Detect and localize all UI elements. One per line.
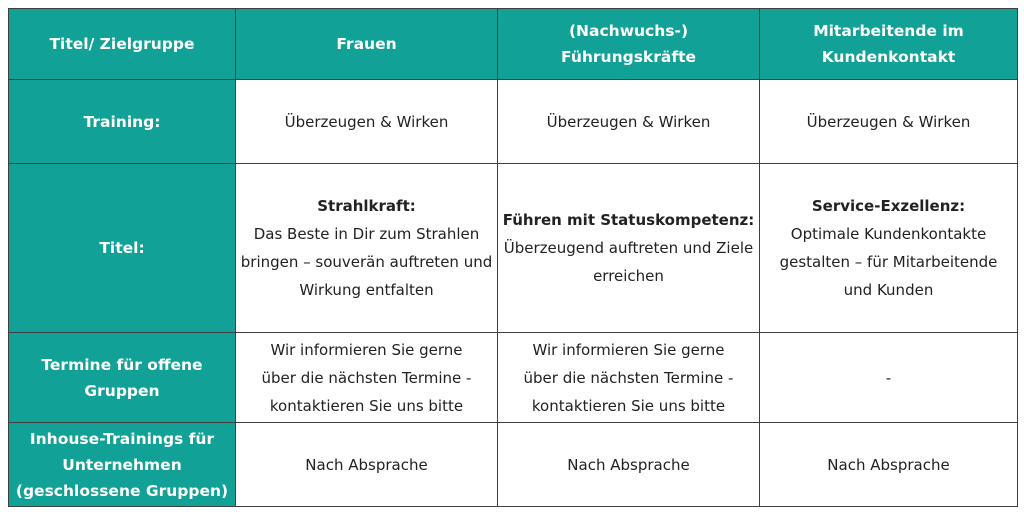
header-cell-titel-zielgruppe — [9, 9, 236, 80]
cell-training-frauen — [236, 80, 498, 164]
table-row-training — [9, 80, 1018, 164]
header-label-line: Mitarbeitende im — [813, 22, 964, 40]
cell-text-line: Wirkung entfalten — [299, 281, 434, 299]
row-label-text: Titel: — [99, 239, 145, 257]
cell-text: Nach Absprache — [305, 455, 428, 474]
header-cell-fuehrungskraefte — [498, 9, 760, 80]
cell-text-line: bringen – souverän auftreten und — [240, 253, 493, 271]
header-label-line: Führungskräfte — [561, 48, 696, 66]
cell-text: - — [885, 368, 892, 387]
cell-title: Strahlkraft: — [317, 197, 416, 215]
header-label: Titel/ Zielgruppe — [49, 35, 195, 53]
row-label-line: (geschlossene Gruppen) — [15, 481, 229, 500]
cell-text-line: Optimale Kundenkontakte — [790, 225, 987, 243]
cell-inhouse-frauen — [236, 423, 498, 507]
cell-title: Führen mit Statuskompetenz: — [502, 211, 755, 229]
cell-termine-mitarbeitende — [760, 333, 1018, 423]
cell-text-line: Wir informieren Sie gerne — [532, 340, 725, 359]
cell-text-line: Das Beste in Dir zum Strahlen — [253, 225, 480, 243]
table-row-titel — [9, 164, 1018, 333]
cell-text-line: über die nächsten Termine - — [523, 368, 734, 387]
header-label-line: Kundenkontakt — [821, 48, 956, 66]
cell-text-line: Überzeugend auftreten und Ziele — [503, 239, 754, 257]
row-label-line: Inhouse-Trainings für — [29, 429, 215, 448]
table-row-inhouse — [9, 423, 1018, 507]
cell-text-line: gestalten – für Mitarbeitende — [779, 253, 998, 271]
cell-text: Nach Absprache — [567, 455, 690, 474]
cell-training-mitarbeitende — [760, 80, 1018, 164]
row-label-line: Gruppen — [84, 381, 160, 400]
cell-text: Überzeugen & Wirken — [806, 112, 971, 131]
cell-text-line: und Kunden — [843, 281, 934, 299]
header-label: Frauen — [336, 35, 397, 53]
cell-inhouse-mitarbeitende — [760, 423, 1018, 507]
header-cell-mitarbeitende — [760, 9, 1018, 80]
row-label-text: Training: — [83, 112, 161, 131]
cell-text: Überzeugen & Wirken — [284, 112, 449, 131]
cell-termine-frauen — [236, 333, 498, 423]
row-label-termine — [9, 333, 236, 423]
cell-text-line: kontaktieren Sie uns bitte — [269, 396, 464, 415]
training-comparison-table — [8, 8, 1018, 507]
cell-termine-fuehrungskraefte — [498, 333, 760, 423]
row-label-training — [9, 80, 236, 164]
cell-text: Überzeugen & Wirken — [546, 112, 711, 131]
cell-text-line: kontaktieren Sie uns bitte — [531, 396, 726, 415]
header-label-line: (Nachwuchs-) — [568, 22, 689, 40]
row-label-inhouse — [9, 423, 236, 507]
cell-text-line: erreichen — [593, 267, 664, 285]
table-row-termine — [9, 333, 1018, 423]
row-label-titel — [9, 164, 236, 333]
cell-training-fuehrungskraefte — [498, 80, 760, 164]
cell-text: Nach Absprache — [827, 455, 950, 474]
cell-titel-fuehrungskraefte — [498, 164, 760, 333]
cell-titel-mitarbeitende — [760, 164, 1018, 333]
header-cell-frauen — [236, 9, 498, 80]
row-label-line: Termine für offene — [41, 355, 203, 374]
row-label-line: Unternehmen — [62, 455, 182, 474]
cell-titel-frauen — [236, 164, 498, 333]
cell-inhouse-fuehrungskraefte — [498, 423, 760, 507]
comparison-table-container — [8, 8, 1017, 506]
cell-text-line: Wir informieren Sie gerne — [270, 340, 463, 359]
table-header-row — [9, 9, 1018, 80]
cell-title: Service-Exzellenz: — [811, 197, 966, 215]
cell-text-line: über die nächsten Termine - — [261, 368, 472, 387]
